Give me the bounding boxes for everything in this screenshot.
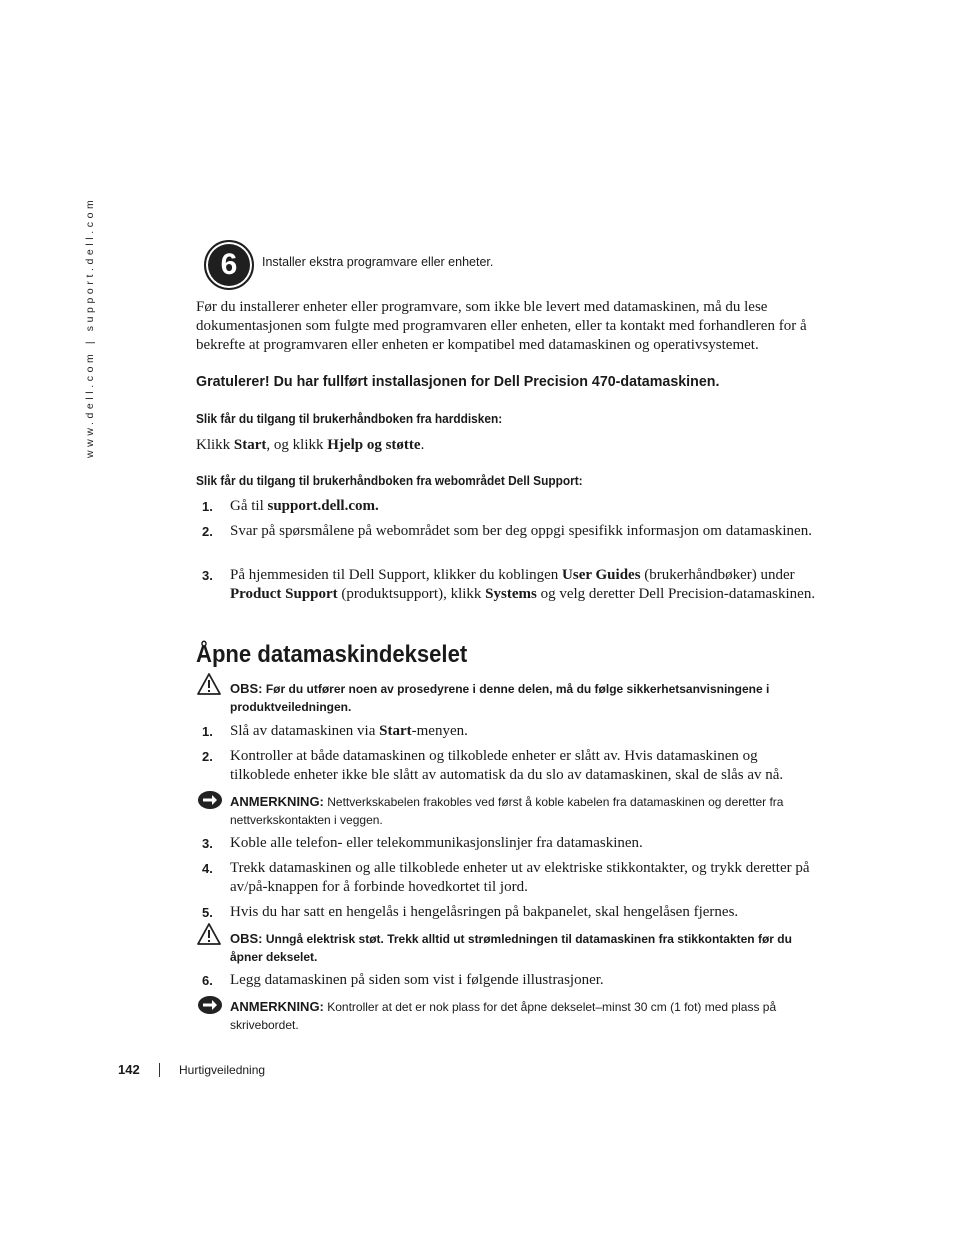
list-number: 5. <box>202 905 213 920</box>
list-item: Hvis du har satt en hengelås i hengelåsringen på bakpanelet, skal hengelåsen fjernes. <box>230 904 739 920</box>
web-heading: Slik får du tilgang til brukerhåndboken fra webområdet Dell Support: <box>196 474 583 488</box>
step-number: 6 <box>204 240 254 290</box>
section-title: Åpne datamaskindekselet <box>196 641 468 668</box>
caution-triangle-icon <box>196 922 222 946</box>
step-6-icon <box>204 240 254 290</box>
notice-note: ANMERKNING: Nettverkskabelen frakobles ved først å koble kabelen fra datamaskinen og deretter fra nettverkskontakten i veggen. <box>230 794 784 827</box>
list-number: 3. <box>202 568 213 583</box>
caution-triangle-icon <box>196 672 222 696</box>
harddisk-heading: Slik får du tilgang til brukerhåndboken fra harddisken: <box>196 412 503 426</box>
harddisk-instruction: Klikk Start, og klikk Hjelp og støtte. <box>196 437 425 453</box>
list-number: 3. <box>202 836 213 851</box>
notice-arrow-icon <box>197 995 223 1015</box>
list-number: 4. <box>202 861 213 876</box>
list-number: 6. <box>202 973 213 988</box>
list-item: Koble alle telefon- eller telekommunikasjonslinjer fra datamaskinen. <box>230 835 643 851</box>
list-item: Kontroller at både datamaskinen og tilkoblede enheter er slått av. Hvis datamaskinen og tilkoblede enheter ikke ble slått av automatisk da du slo av datamaskinen, skal de slås av nå. <box>230 748 784 783</box>
step-6-label: Installer ekstra programvare eller enheter. <box>262 255 494 269</box>
list-item: Legg datamaskinen på siden som vist i følgende illustrasjoner. <box>230 972 604 988</box>
list-item: Slå av datamaskinen via Start-menyen. <box>230 723 468 739</box>
notice-note: ANMERKNING: Kontroller at det er nok plass for det åpne dekselet–minst 30 cm (1 fot) med plass på skrivebordet. <box>230 999 777 1032</box>
notice-arrow-icon <box>197 790 223 810</box>
side-url: www.dell.com | support.dell.com <box>84 196 96 458</box>
list-item: På hjemmesiden til Dell Support, klikker du koblingen User Guides (brukerhåndbøker) under Product Support (produktsupport), klikk Systems og velg deretter Dell Precision-datamaskinen. <box>230 567 816 602</box>
list-item: Trekk datamaskinen og alle tilkoblede enheter ut av elektriske stikkontakter, og trykk deretter på av/på-knappen for å forbinde hovedkortet til jord. <box>230 860 810 895</box>
warning-note: OBS: Før du utfører noen av prosedyrene i denne delen, må du følge sikkerhetsanvisningene i produktveiledningen. <box>230 681 770 714</box>
list-number: 2. <box>202 524 213 539</box>
footer-title: Hurtigveiledning <box>179 1063 266 1077</box>
congrats-heading: Gratulerer! Du har fullført installasjonen for Dell Precision 470-datamaskinen. <box>196 373 720 390</box>
list-number: 1. <box>202 499 213 514</box>
footer-divider <box>159 1063 160 1077</box>
list-item: Gå til support.dell.com. <box>230 498 379 514</box>
list-number: 2. <box>202 749 213 764</box>
warning-note: OBS: Unngå elektrisk støt. Trekk alltid ut strømledningen til datamaskinen fra stikkontakten før du åpner dekselet. <box>230 931 792 964</box>
intro-paragraph: Før du installerer enheter eller programvare, som ikke ble levert med datamaskinen, må du lese dokumentasjonen som fulgte med programvaren eller enheten, eller ta kontakt med forhandleren for å bekrefte at programvaren eller enheten er kompatibel med datamaskinen og operativsystemet. <box>196 299 807 353</box>
page-number: 142 <box>118 1062 140 1077</box>
list-number: 1. <box>202 724 213 739</box>
list-item: Svar på spørsmålene på webområdet som ber deg oppgi spesifikk informasjon om datamaskinen. <box>230 523 812 539</box>
